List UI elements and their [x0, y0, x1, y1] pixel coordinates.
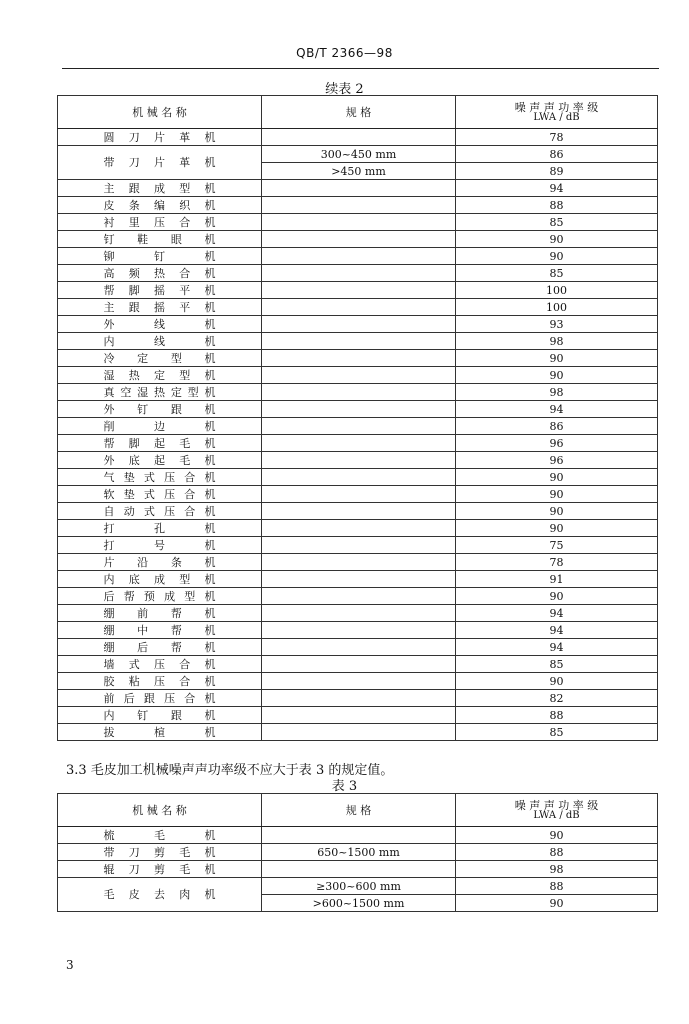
col-header-spec: 规 格 — [262, 96, 456, 129]
machine-name-cell — [58, 656, 262, 673]
spec-cell: >600~1500 mm — [262, 895, 456, 912]
machine-name: 气垫式压合机 — [103, 470, 216, 484]
spec-cell — [262, 248, 456, 265]
machine-name: 拔楦机 — [103, 725, 216, 739]
spec-cell: ≥300~600 mm — [262, 878, 456, 895]
machine-name-cell — [58, 844, 262, 861]
machine-name: 圆刀片革机 — [103, 130, 216, 144]
spec-cell — [262, 214, 456, 231]
table-row — [58, 384, 658, 401]
machine-name-cell — [58, 673, 262, 690]
table-row — [58, 520, 658, 537]
machine-name: 绷中帮机 — [103, 623, 216, 637]
machine-name: 帮脚起毛机 — [103, 436, 216, 450]
noise-value-cell: 85 — [456, 724, 658, 741]
col-header-noise — [456, 794, 658, 827]
machine-name: 胶粘压合机 — [103, 674, 216, 688]
machine-name: 带刀片革机 — [103, 156, 216, 169]
noise-value-cell: 88 — [456, 197, 658, 214]
noise-value-cell: 90 — [456, 486, 658, 503]
table2-header-row — [58, 96, 658, 129]
machine-name: 绷后帮机 — [103, 640, 216, 654]
table-row — [58, 537, 658, 554]
spec-cell: >450 mm — [262, 163, 456, 180]
col-header-spec: 规 格 — [262, 794, 456, 827]
machine-name: 墙式压合机 — [103, 657, 216, 671]
machine-name-cell — [58, 435, 262, 452]
spec-cell — [262, 452, 456, 469]
machine-name: 前后跟压合机 — [103, 691, 216, 705]
noise-value-cell: 90 — [456, 895, 658, 912]
spec-cell — [262, 197, 456, 214]
machine-name-cell — [58, 316, 262, 333]
spec-cell — [262, 265, 456, 282]
machine-name: 梳毛机 — [103, 828, 216, 842]
machine-name-cell — [58, 639, 262, 656]
machine-name-cell — [58, 265, 262, 282]
table-row — [58, 622, 658, 639]
machine-name: 软垫式压合机 — [103, 487, 216, 501]
noise-value-cell: 89 — [456, 163, 658, 180]
spec-cell — [262, 554, 456, 571]
machine-name: 主跟成型机 — [103, 181, 216, 195]
machine-name: 自动式压合机 — [103, 504, 216, 518]
spec-cell — [262, 401, 456, 418]
noise-value-cell: 90 — [456, 231, 658, 248]
machine-name-cell — [58, 520, 262, 537]
noise-value-cell: 90 — [456, 469, 658, 486]
spec-cell — [262, 469, 456, 486]
machine-name: 打孔机 — [103, 521, 216, 535]
machine-name: 后帮预成型机 — [103, 589, 216, 603]
noise-value-cell: 100 — [456, 282, 658, 299]
noise-value-cell: 98 — [456, 384, 658, 401]
noise-value-cell: 90 — [456, 673, 658, 690]
spec-cell — [262, 605, 456, 622]
machine-name: 外底起毛机 — [103, 453, 216, 467]
table-row — [58, 690, 658, 707]
machine-name-cell — [58, 690, 262, 707]
machine-name: 主跟摇平机 — [103, 300, 216, 314]
machine-name-cell — [58, 588, 262, 605]
noise-value-cell: 88 — [456, 878, 658, 895]
spec-cell — [262, 231, 456, 248]
spec-cell — [262, 180, 456, 197]
spec-cell — [262, 350, 456, 367]
spec-cell — [262, 418, 456, 435]
noise-value-cell: 88 — [456, 844, 658, 861]
spec-cell — [262, 503, 456, 520]
noise-value-cell: 90 — [456, 350, 658, 367]
machine-name: 辊刀剪毛机 — [103, 862, 216, 876]
spec-cell — [262, 316, 456, 333]
machine-name: 片沿条机 — [103, 555, 216, 569]
noise-value-cell: 94 — [456, 622, 658, 639]
table3-caption: 表 3 — [331, 779, 358, 794]
table-3 — [57, 793, 658, 912]
spec-cell — [262, 707, 456, 724]
machine-name-cell — [58, 333, 262, 350]
table-row — [58, 129, 658, 146]
machine-name-cell — [58, 401, 262, 418]
spec-cell — [262, 282, 456, 299]
header-rule — [62, 68, 659, 69]
machine-name: 打号机 — [103, 538, 216, 552]
table-row — [58, 639, 658, 656]
table-row — [58, 554, 658, 571]
table-row — [58, 231, 658, 248]
table-row — [58, 367, 658, 384]
noise-value-cell: 88 — [456, 707, 658, 724]
machine-name-cell — [58, 503, 262, 520]
spec-cell — [262, 435, 456, 452]
noise-value-cell: 90 — [456, 588, 658, 605]
machine-name: 衬里压合机 — [103, 215, 216, 229]
noise-value-cell: 85 — [456, 265, 658, 282]
noise-value-cell: 90 — [456, 520, 658, 537]
noise-value-cell: 90 — [456, 503, 658, 520]
machine-name: 绷前帮机 — [103, 606, 216, 620]
spec-cell — [262, 639, 456, 656]
noise-value-cell: 78 — [456, 129, 658, 146]
machine-name-cell — [58, 384, 262, 401]
machine-name-cell — [58, 214, 262, 231]
machine-name: 外线机 — [103, 317, 216, 331]
noise-header-unit: LWA / dB — [533, 111, 580, 123]
machine-name-cell — [58, 486, 262, 503]
col-header-name: 机 械 名 称 — [58, 96, 262, 129]
spec-cell — [262, 520, 456, 537]
machine-name: 高频热合机 — [103, 266, 216, 280]
noise-value-cell: 93 — [456, 316, 658, 333]
table-row — [58, 452, 658, 469]
machine-name-cell — [58, 878, 262, 912]
spec-cell — [262, 299, 456, 316]
spec-cell — [262, 367, 456, 384]
noise-value-cell: 100 — [456, 299, 658, 316]
table-row — [58, 469, 658, 486]
noise-value-cell: 96 — [456, 435, 658, 452]
machine-name-cell — [58, 724, 262, 741]
table-row — [58, 299, 658, 316]
table-row — [58, 214, 658, 231]
machine-name-cell — [58, 622, 262, 639]
noise-value-cell: 94 — [456, 605, 658, 622]
col-header-name: 机 械 名 称 — [58, 794, 262, 827]
machine-name-cell — [58, 350, 262, 367]
machine-name: 外钉跟机 — [103, 402, 216, 416]
table-row — [58, 588, 658, 605]
noise-value-cell: 90 — [456, 827, 658, 844]
machine-name-cell — [58, 554, 262, 571]
table-row — [58, 435, 658, 452]
spec-cell — [262, 656, 456, 673]
table-row — [58, 316, 658, 333]
noise-value-cell: 94 — [456, 180, 658, 197]
col-header-noise — [456, 96, 658, 129]
noise-value-cell: 86 — [456, 146, 658, 163]
noise-value-cell: 96 — [456, 452, 658, 469]
table-row — [58, 146, 658, 163]
table-row — [58, 197, 658, 214]
table-row — [58, 656, 658, 673]
table2-caption: 续表 2 — [325, 82, 364, 97]
table-row — [58, 503, 658, 520]
noise-value-cell: 85 — [456, 656, 658, 673]
noise-value-cell: 85 — [456, 214, 658, 231]
table-row — [58, 418, 658, 435]
machine-name-cell — [58, 231, 262, 248]
table-row — [58, 571, 658, 588]
machine-name: 内底成型机 — [103, 572, 216, 586]
noise-value-cell: 82 — [456, 690, 658, 707]
noise-header-unit: LWA / dB — [533, 809, 580, 821]
machine-name-cell — [58, 571, 262, 588]
machine-name-cell — [58, 707, 262, 724]
machine-name: 皮条编织机 — [103, 198, 216, 212]
machine-name: 冷定型机 — [103, 351, 216, 365]
table-row — [58, 350, 658, 367]
machine-name-cell — [58, 537, 262, 554]
spec-cell — [262, 673, 456, 690]
table-row — [58, 707, 658, 724]
section-3-3: 3.3 毛皮加工机械噪声声功率级不应大于表 3 的规定值。 — [66, 763, 394, 778]
machine-name: 带刀剪毛机 — [103, 845, 216, 859]
machine-name: 湿热定型机 — [103, 368, 216, 382]
spec-cell: 300~450 mm — [262, 146, 456, 163]
table-row — [58, 333, 658, 350]
noise-value-cell: 94 — [456, 401, 658, 418]
machine-name: 帮脚摇平机 — [103, 283, 216, 297]
noise-value-cell: 90 — [456, 248, 658, 265]
machine-name-cell — [58, 197, 262, 214]
machine-name-cell — [58, 605, 262, 622]
table-row — [58, 248, 658, 265]
table-row — [58, 844, 658, 861]
table-row — [58, 265, 658, 282]
machine-name: 削边机 — [103, 419, 216, 433]
table-row — [58, 878, 658, 895]
table-row — [58, 486, 658, 503]
machine-name-cell — [58, 299, 262, 316]
noise-header-line1: 噪 声 声 功 率 级 — [514, 100, 599, 114]
spec-cell — [262, 588, 456, 605]
spec-cell — [262, 486, 456, 503]
machine-name: 内钉跟机 — [103, 708, 216, 722]
noise-value-cell: 91 — [456, 571, 658, 588]
spec-cell — [262, 384, 456, 401]
noise-header-line1: 噪 声 声 功 率 级 — [514, 798, 599, 812]
spec-cell — [262, 861, 456, 878]
table-row — [58, 724, 658, 741]
spec-cell — [262, 724, 456, 741]
machine-name: 铆钉机 — [103, 249, 216, 263]
noise-value-cell: 94 — [456, 639, 658, 656]
spec-cell — [262, 537, 456, 554]
machine-name-cell — [58, 180, 262, 197]
table-row — [58, 401, 658, 418]
machine-name-cell — [58, 248, 262, 265]
noise-value-cell: 86 — [456, 418, 658, 435]
table-2 — [57, 95, 658, 741]
spec-cell: 650~1500 mm — [262, 844, 456, 861]
machine-name: 真空湿热定型机 — [103, 385, 216, 399]
spec-cell — [262, 571, 456, 588]
table-row — [58, 827, 658, 844]
noise-value-cell: 98 — [456, 861, 658, 878]
spec-cell — [262, 690, 456, 707]
machine-name-cell — [58, 452, 262, 469]
spec-cell — [262, 129, 456, 146]
spec-cell — [262, 622, 456, 639]
machine-name-cell — [58, 861, 262, 878]
noise-value-cell: 90 — [456, 367, 658, 384]
noise-value-cell: 78 — [456, 554, 658, 571]
spec-cell — [262, 333, 456, 350]
standard-code: QB/T 2366—98 — [296, 46, 393, 60]
machine-name: 内线机 — [103, 334, 216, 348]
machine-name: 毛皮去肉机 — [103, 888, 216, 901]
noise-value-cell: 98 — [456, 333, 658, 350]
machine-name-cell — [58, 129, 262, 146]
machine-name-cell — [58, 418, 262, 435]
page-number: 3 — [66, 958, 74, 972]
machine-name-cell — [58, 146, 262, 180]
table-row — [58, 605, 658, 622]
machine-name-cell — [58, 282, 262, 299]
table3-header-row — [58, 794, 658, 827]
machine-name-cell — [58, 469, 262, 486]
table-row — [58, 861, 658, 878]
table-row — [58, 673, 658, 690]
table-row — [58, 282, 658, 299]
spec-cell — [262, 827, 456, 844]
noise-value-cell: 75 — [456, 537, 658, 554]
machine-name-cell — [58, 367, 262, 384]
machine-name-cell — [58, 827, 262, 844]
table-row — [58, 180, 658, 197]
machine-name: 钉鞋眼机 — [103, 232, 216, 246]
